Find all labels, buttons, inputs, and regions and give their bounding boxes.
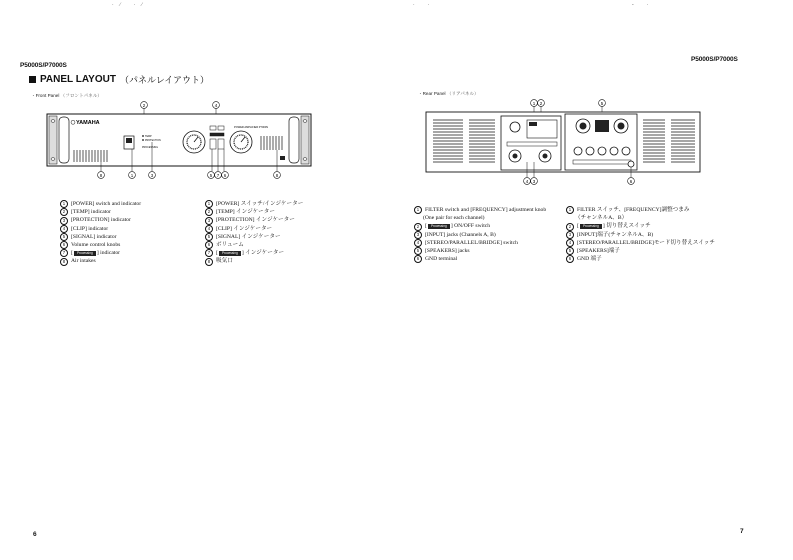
item-number: 3 [414, 231, 422, 239]
processing-badge-icon: Processing [219, 251, 241, 256]
svg-text:6: 6 [223, 172, 227, 178]
scan-specks-right-2: - · [632, 3, 655, 8]
svg-text:3: 3 [150, 172, 154, 178]
svg-text:4: 4 [525, 178, 529, 184]
svg-text:5: 5 [600, 100, 604, 106]
item-number: 4 [566, 239, 574, 247]
item-text: [CLIP] indicator [71, 225, 109, 232]
section-title-jp: （パネルレイアウト） [119, 75, 209, 85]
item-text: ボリューム [216, 242, 244, 249]
processing-badge-icon: Processing [428, 224, 450, 229]
list-item [414, 247, 546, 255]
list-item [414, 255, 546, 263]
rear-panel-list-jp [566, 206, 715, 263]
item-text-suffix: ] 切り替えスイッチ [602, 223, 651, 230]
list-item [205, 200, 303, 208]
list-item [566, 222, 715, 230]
list-item [205, 249, 303, 257]
item-text: [CLIP] インジケーター [216, 225, 273, 232]
list-item [566, 255, 715, 263]
list-item [60, 233, 141, 241]
item-number: 7 [60, 249, 68, 257]
section-title [29, 73, 209, 86]
left-page-number: 6 [33, 531, 37, 538]
item-text: 吸気口 [216, 258, 233, 265]
item-text: Volume control knobs [71, 242, 121, 249]
list-item [205, 257, 303, 265]
item-text: [ [425, 223, 427, 230]
front-panel-list-en [60, 200, 141, 266]
list-item [566, 247, 715, 255]
item-number: 3 [205, 217, 213, 225]
item-text: [PROTECTION] インジケーター [216, 217, 295, 224]
item-text: [SPEAKERS]端子 [577, 248, 620, 255]
front-panel-label [31, 93, 102, 99]
gnd-terminal [628, 161, 634, 167]
item-text: [STEREO/PARALLEL/BRIDGE]モード切り替えスイッチ [577, 239, 715, 246]
svg-text:PROCESSING: PROCESSING [142, 146, 158, 149]
item-number: 2 [566, 223, 574, 231]
item-text: [SIGNAL] indicator [71, 233, 117, 240]
svg-text:3: 3 [532, 178, 536, 184]
item-number: 1 [566, 206, 574, 214]
item-number: 6 [205, 241, 213, 249]
item-number: 5 [205, 233, 213, 241]
rear-panel-label-jp: （リアパネル） [446, 91, 479, 96]
scan-specks: ·⁄ ·⁄ [112, 3, 149, 8]
svg-text:1: 1 [130, 172, 134, 178]
item-text: [ [216, 250, 218, 257]
item-number: 8 [205, 258, 213, 266]
rear-panel-diagram [423, 96, 703, 188]
svg-text:8: 8 [275, 172, 279, 178]
item-number: 3 [60, 217, 68, 225]
item-number: 1 [414, 206, 422, 214]
item-text-suffix: ] インジケーター [241, 250, 285, 257]
front-panel-diagram [44, 100, 314, 182]
list-item [60, 208, 141, 216]
item-text: [SIGNAL] インジケーター [216, 233, 281, 240]
item-number: 2 [60, 208, 68, 216]
front-panel-list-jp [205, 200, 303, 266]
item-text-suffix: ] indicator [96, 250, 121, 257]
processing-badge-icon: Processing [74, 251, 96, 256]
list-item [205, 208, 303, 216]
item-number: 5 [566, 247, 574, 255]
item-text: (One pair for each channel) [423, 215, 485, 222]
front-panel-label-text: ・Front Panel [31, 93, 60, 98]
front-panel-label-jp: （フロントパネル） [60, 93, 102, 98]
item-number: 2 [414, 223, 422, 231]
item-number [566, 215, 572, 221]
list-item [205, 241, 303, 249]
item-text: FILTER switch and [FREQUENCY] adjustment knob [425, 207, 547, 213]
list-item [60, 216, 141, 224]
list-item [414, 239, 546, 247]
list-item [414, 222, 546, 230]
item-number: 8 [60, 258, 68, 266]
item-number: 1 [60, 200, 68, 208]
front-model-text: POWER AMPLIFIER P7000S [234, 126, 269, 129]
list-item [566, 231, 715, 239]
item-number: 5 [414, 247, 422, 255]
right-page-number: 7 [740, 528, 744, 535]
svg-text:PROTECTION: PROTECTION [145, 138, 161, 142]
item-text: [INPUT]端子(チャンネルA、B) [577, 231, 654, 238]
svg-text:6: 6 [629, 178, 633, 184]
item-number: 6 [566, 255, 574, 263]
left-model-header: P5000S/P7000S [20, 62, 67, 69]
rear-panel-list-en [414, 206, 546, 263]
item-text: [ [577, 223, 579, 230]
item-text: [POWER] switch and indicator [71, 201, 142, 207]
item-text: [STEREO/PARALLEL/BRIDGE] switch [425, 239, 518, 246]
list-item [566, 206, 715, 214]
item-number: 6 [60, 241, 68, 249]
list-item [60, 225, 141, 233]
bullet-square-icon [29, 76, 36, 83]
list-item [60, 257, 141, 265]
item-text: （チャンネルA、B） [575, 215, 628, 222]
list-item [205, 216, 303, 224]
svg-text:2: 2 [142, 102, 146, 108]
item-number: 4 [414, 239, 422, 247]
list-item [566, 239, 715, 247]
item-number: 3 [566, 231, 574, 239]
item-text: FILTER スイッチ、[FREQUENCY]調整つまみ [577, 207, 690, 213]
rear-panel-label-text: ・Rear Panel [418, 91, 446, 96]
volume-knob-a [183, 131, 205, 153]
item-text: [PROTECTION] indicator [71, 217, 131, 224]
scan-specks-right: · · [413, 3, 436, 8]
item-text: GND 端子 [577, 256, 602, 263]
svg-text:TEMP: TEMP [145, 134, 152, 138]
item-text-suffix: ] ON/OFF switch [450, 223, 491, 230]
item-number: 7 [205, 249, 213, 257]
item-number: 6 [414, 255, 422, 263]
item-text: [INPUT] jacks (Channels A, B) [425, 231, 496, 238]
list-item [414, 231, 546, 239]
svg-text:8: 8 [99, 172, 103, 178]
list-item [60, 200, 141, 208]
right-model-header: P5000S/P7000S [691, 56, 738, 63]
item-number: 1 [205, 200, 213, 208]
processing-badge-icon: Processing [580, 224, 602, 229]
list-item [60, 241, 141, 249]
item-text: [TEMP] インジケーター [216, 209, 275, 216]
volume-knob-b [230, 131, 252, 153]
item-number: 5 [60, 233, 68, 241]
list-item [205, 225, 303, 233]
item-number [414, 215, 420, 221]
item-text: [TEMP] indicator [71, 209, 111, 216]
section-title-text: PANEL LAYOUT [40, 74, 116, 85]
item-text: [SPEAKERS] jacks [425, 248, 470, 255]
list-item [60, 249, 141, 257]
item-text: Air intakes [71, 258, 96, 265]
list-item [205, 233, 303, 241]
item-text: [POWER] スイッチ/インジケーター [216, 201, 304, 207]
svg-text:2: 2 [539, 100, 543, 106]
front-brand: YAMAHA [76, 120, 100, 126]
svg-text:5: 5 [209, 172, 213, 178]
svg-text:1: 1 [532, 100, 536, 106]
list-item [414, 206, 546, 214]
item-text: [ [71, 250, 73, 257]
list-item [414, 214, 546, 222]
item-number: 4 [60, 225, 68, 233]
list-item [566, 214, 715, 222]
item-number: 4 [205, 225, 213, 233]
item-number: 2 [205, 208, 213, 216]
svg-text:7: 7 [216, 172, 220, 178]
svg-text:4: 4 [214, 102, 218, 108]
item-text: GND terminal [425, 256, 458, 263]
